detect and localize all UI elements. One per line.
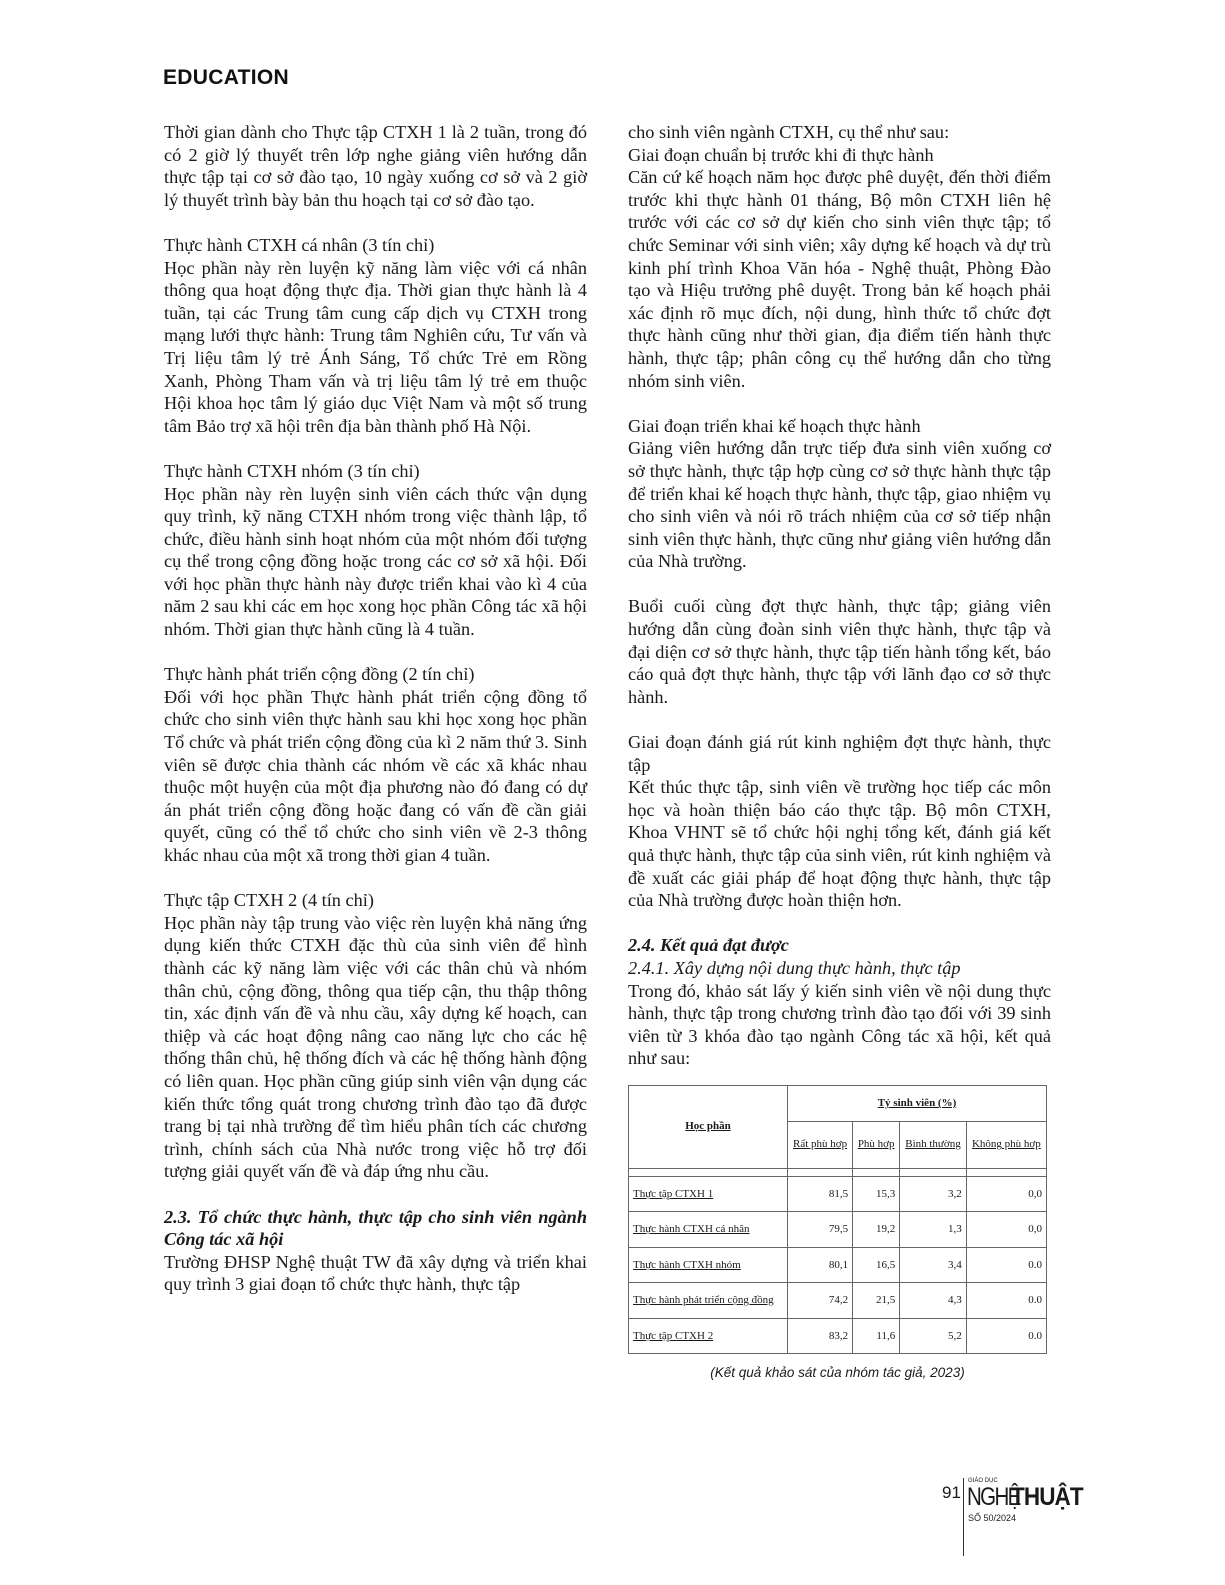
right-column [628, 121, 1051, 1385]
table-cell: 21,5 [853, 1283, 900, 1319]
paragraph: Học phần này tập trung vào việc rèn luyện khả năng ứng dụng kiến thức CTXH đặc thù của sinh viên để hình thành các kỹ năng làm việc với các thân chủ và nhóm thân chủ, cộng đồng, thông qua tiếp cận, thu thập thông tin, xác định vấn đề và nhu cầu, xây dựng kế hoạch, can thiệp và các hoạt động nâng cao năng lực cho các hệ thống thân chủ, hệ thống đích và các hệ thống hành động có liên quan. Học phần cũng giúp sinh viên vận dụng các kiến thức tổng quát trong chương trình đào tạo đã được trang bị tại nhà trường để tìm hiểu phân tích các chương trình, chính sách của Nhà nước trong việc hỗ trợ đối tượng giải quyết vấn đề và đáp ứng nhu cầu. [164, 912, 587, 1182]
logo-word-a: NGHỆ [967, 1483, 1020, 1511]
table-cell-course: Thực tập CTXH 1 [629, 1176, 788, 1212]
table-cell: 0,0 [966, 1176, 1046, 1212]
table-header-col: Phù hợp [853, 1121, 900, 1168]
subheading: Thực hành phát triển cộng đồng (2 tín chỉ) [164, 664, 475, 685]
table-row [629, 1212, 1047, 1248]
table-cell: 15,3 [853, 1176, 900, 1212]
table-cell: 0,0 [966, 1212, 1046, 1248]
table-cell: 83,2 [788, 1318, 853, 1354]
table-row [629, 1318, 1047, 1354]
table-cell-course: Thực tập CTXH 2 [629, 1318, 788, 1354]
table-header-course: Học phần [629, 1085, 788, 1168]
table-cell: 16,5 [853, 1247, 900, 1283]
paragraph: Kết thúc thực tập, sinh viên về trường học tiếp các môn học và hoàn thiện báo cáo thực tập. Bộ môn CTXH, Khoa VHNT sẽ tổ chức hội nghị tổng kết, đánh giá kết quả thực hành, thực tập của sinh viên, rút kinh nghiệm và đề xuất các giải pháp để hoạt động thực hành, thực tập của Nhà trường được hoàn thiện hơn. [628, 777, 1051, 911]
section-heading: 2.4. Kết quả đạt được [628, 935, 789, 956]
table-cell: 74,2 [788, 1283, 853, 1319]
logo-small-text: GIÁO DỤC [968, 1478, 998, 1484]
table-cell: 1,3 [900, 1212, 967, 1248]
table-cell: 80,1 [788, 1247, 853, 1283]
paragraph: Buổi cuối cùng đợt thực hành, thực tập; giảng viên hướng dẫn cùng đoàn sinh viên thực hành, thực tập và đại diện cơ sở thực hành, thực tập tiến hành tổng kết, báo cáo quả đợt thực hành, thực tập với lãnh đạo cơ sở thực hành. [628, 596, 1051, 707]
table-header-col: Bình thường [900, 1121, 967, 1168]
subheading: Giai đoạn chuẩn bị trước khi đi thực hành [628, 144, 934, 165]
table-cell-course: Thực hành CTXH nhóm [629, 1247, 788, 1283]
table-header-col: Rất phù hợp [788, 1121, 853, 1168]
left-column [164, 121, 587, 1296]
table-cell: 0.0 [966, 1247, 1046, 1283]
table-row [629, 1247, 1047, 1283]
paragraph: Giảng viên hướng dẫn trực tiếp đưa sinh viên xuống cơ sở thực hành, thực tập hợp cùng cơ sở thực hành thực tập để triển khai kế hoạch thực hành, thực tập, giao nhiệm vụ cho sinh viên và nói rõ trách nhiệm của cơ sở tiếp nhận sinh viên thực hành, thực cũng như giảng viên hướng dẫn của Nhà trường. [628, 438, 1051, 572]
subheading: Giai đoạn đánh giá rút kinh nghiệm đợt thực hành, thực tập [628, 732, 1051, 775]
issue-number: SỐ 50/2024 [968, 1513, 1017, 1523]
table-cell: 0.0 [966, 1318, 1046, 1354]
table-cell: 79,5 [788, 1212, 853, 1248]
table-cell: 11,6 [853, 1318, 900, 1354]
logo-word-b: THUẬT [1011, 1483, 1083, 1511]
paragraph: Đối với học phần Thực hành phát triển cộng đồng tổ chức cho sinh viên thực hành sau khi học xong học phần Tổ chức và phát triển cộng đồng của kì 2 năm thứ 3. Sinh viên sẽ được chia thành các nhóm về các xã khác nhau thuộc một huyện của một địa phương nào đó đang có dự án phát triển cộng đồng hoặc đang có vấn đề cần giải quyết, cũng có thể tổ chức cho sinh viên về 2-3 thông khác nhau của một xã trong thời gian 4 tuần. [164, 686, 587, 865]
paragraph: Trong đó, khảo sát lấy ý kiến sinh viên về nội dung thực hành, thực tập trong chương trình đào tạo đối với 39 sinh viên từ 3 khóa đào tạo ngành Công tác xã hội, kết quả như sau: [628, 980, 1051, 1069]
table-cell: 19,2 [853, 1212, 900, 1248]
table-cell: 3,2 [900, 1176, 967, 1212]
table-cell: 0.0 [966, 1283, 1046, 1319]
subheading: Giai đoạn triển khai kế hoạch thực hành [628, 415, 921, 436]
table-row [629, 1176, 1047, 1212]
table-header-col: Không phù hợp [966, 1121, 1046, 1168]
paragraph: cho sinh viên ngành CTXH, cụ thể như sau: [628, 122, 950, 142]
table-caption: (Kết quả khảo sát của nhóm tác giả, 2023) [710, 1365, 965, 1381]
subsection-heading: 2.4.1. Xây dựng nội dung thực hành, thực tập [628, 957, 961, 978]
subheading: Thực hành CTXH nhóm (3 tín chỉ) [164, 460, 420, 481]
subheading: Thực hành CTXH cá nhân (3 tín chỉ) [164, 234, 435, 255]
survey-table-wrap [628, 1085, 1051, 1385]
table-cell: 5,2 [900, 1318, 967, 1354]
magazine-logo [967, 1478, 1083, 1528]
table-cell-course: Thực hành CTXH cá nhân [629, 1212, 788, 1248]
table-cell-course: Thực hành phát triển cộng đồng [629, 1283, 788, 1319]
table-cell: 4,3 [900, 1283, 967, 1319]
paragraph: Căn cứ kế hoạch năm học được phê duyệt, đến thời điểm trước khi thực hành 01 tháng, Bộ môn CTXH liên hệ trước với các cơ sở dự kiến cho sinh viên thực tập; tổ chức Seminar với sinh viên; xây dựng kế hoạch và dự trù kinh phí trình Khoa Văn hóa - Nghệ thuật, Phòng Đào tạo và Hiệu trưởng phê duyệt. Trong bản kế hoạch phải xác định rõ mục đích, nội dung, hình thức tổ chức đợt thực hành cũng như thời gian, địa điểm tiến hành thực hành, thực tập; phân công cụ thể hướng dẫn cho từng nhóm sinh viên. [628, 167, 1051, 391]
subheading: Thực tập CTXH 2 (4 tín chỉ) [164, 890, 374, 911]
table-row [629, 1283, 1047, 1319]
table-header-group: Tỷ sinh viên (%) [788, 1085, 1047, 1121]
section-heading: 2.3. Tổ chức thực hành, thực tập cho sinh viên ngành Công tác xã hội [164, 1206, 587, 1250]
survey-table [628, 1085, 1047, 1355]
page-number: 91 [942, 1483, 961, 1502]
paragraph: Học phần này rèn luyện sinh viên cách thức vận dụng quy trình, kỹ năng CTXH nhóm trong việc thành lập, tổ chức, điều hành sinh hoạt nhóm của một nhóm đối tượng cụ thể trong cộng đồng hoặc trong các cơ sở xã hội. Đối với học phần thực hành này được triển khai vào kì 4 của năm 2 sau khi các em học xong học phần Công tác xã hội nhóm. Thời gian thực hành cũng là 4 tuần. [164, 483, 587, 640]
footer-divider [963, 1478, 964, 1556]
paragraph: Học phần này rèn luyện kỹ năng làm việc với cá nhân thông qua hoạt động thực địa. Thời gian thực hành là 4 tuần, tại các Trung tâm cung cấp dịch vụ CTXH trong mạng lưới thực hành: Trung tâm Nghiên cứu, Tư vấn và Trị liệu tâm lý trẻ Ánh Sáng, Tổ chức Trẻ em Rồng Xanh, Phòng Tham vấn và trị liệu tâm lý trẻ em thuộc Hội khoa học tâm lý giáo dục Việt Nam và một số trung tâm Bảo trợ xã hội trên địa bàn thành phố Hà Nội. [164, 257, 587, 436]
table-cell: 81,5 [788, 1176, 853, 1212]
paragraph: Thời gian dành cho Thực tập CTXH 1 là 2 tuần, trong đó có 2 giờ lý thuyết trên lớp nghe giảng viên hướng dẫn thực tập tại cơ sở đào tạo, 10 ngày xuống cơ sở và 2 giờ lý thuyết trình bày bản thu hoạch tại cơ sở đào tạo. [164, 122, 587, 210]
table-cell: 3,4 [900, 1247, 967, 1283]
section-label: EDUCATION [163, 66, 289, 89]
paragraph: Trường ĐHSP Nghệ thuật TW đã xây dựng và triển khai quy trình 3 giai đoạn tổ chức thực hành, thực tập [164, 1251, 587, 1295]
